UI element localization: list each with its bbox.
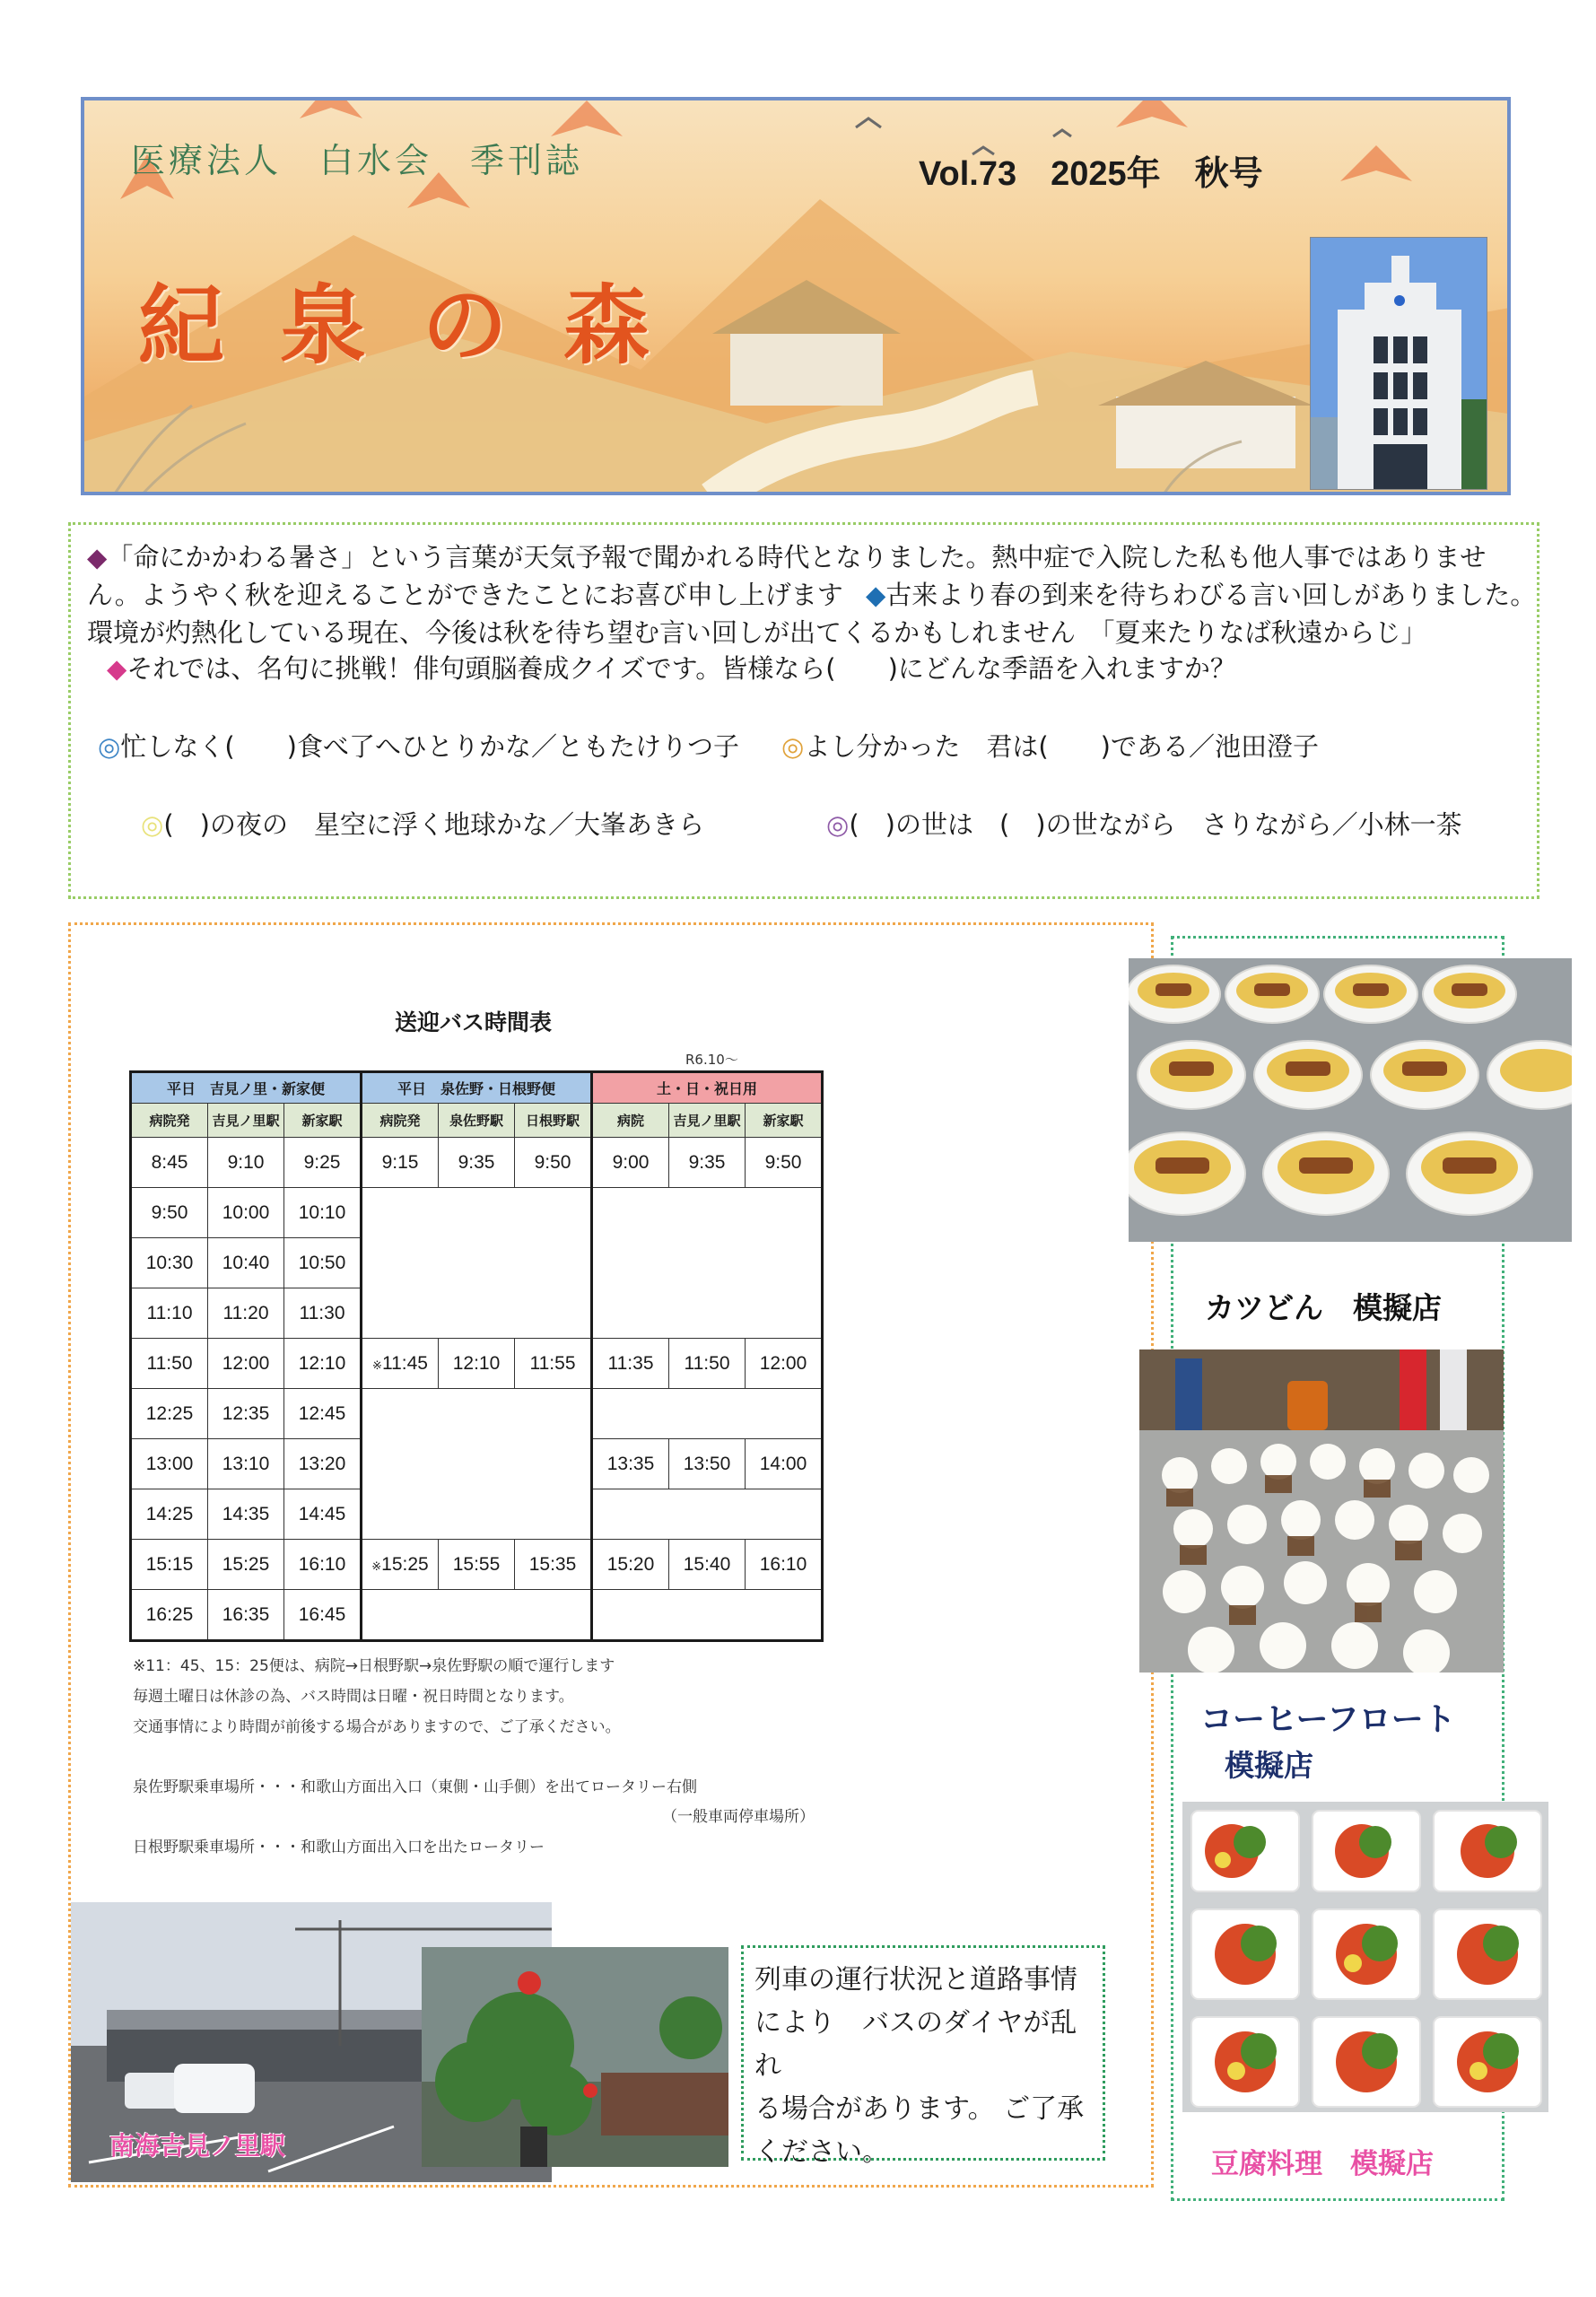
timetable-cell: [592, 1540, 669, 1590]
intro-line-4: それでは、名句に挑戦！俳句頭脳養成クイズです。皆様なら( )にどんな季語を入れますか？: [126, 653, 1236, 684]
timetable-time: 16:25: [145, 1603, 194, 1625]
hospital-building-photo: [1310, 237, 1487, 490]
timetable-time: 14:45: [298, 1503, 346, 1524]
timetable-cell: [746, 1339, 823, 1389]
timetable-time: 10:00: [222, 1201, 270, 1223]
coffee-float-caption: コーヒーフロート: [1200, 1701, 1456, 1738]
timetable-cell: [131, 1590, 208, 1641]
timetable-time: 15:35: [528, 1553, 577, 1575]
intro-line-1: 「命にかかわる暑さ」という言葉が天気予報で聞かれる時代となりました。熱中症で入院した私も他人事ではありませ: [107, 542, 1487, 572]
bus-note: 日根野駅乗車場所・・・和歌山方面出入口を出たロータリー: [133, 1838, 545, 1856]
timetable-cell: [131, 1138, 208, 1188]
timetable-time: 9:35: [458, 1151, 495, 1173]
timetable-cell: [362, 1590, 439, 1641]
timetable-time: 10:50: [298, 1252, 346, 1273]
timetable-cell: [362, 1540, 439, 1590]
timetable-time: 16:35: [222, 1603, 270, 1625]
header-banner: [81, 97, 1511, 495]
timetable-cell: [515, 1288, 592, 1339]
diamond-bullet: ◆: [87, 542, 108, 572]
circle-bullet: ◎: [826, 809, 850, 840]
timetable-cell: [284, 1188, 362, 1238]
timetable-column-header: 泉佐野駅: [439, 1104, 515, 1138]
bus-timetable: [129, 1070, 824, 1642]
timetable-time: 15:25: [222, 1553, 270, 1575]
timetable-column-header: 新家駅: [746, 1104, 823, 1138]
timetable-column-header: 日根野駅: [515, 1104, 592, 1138]
timetable-cell: [515, 1138, 592, 1188]
circle-bullet: ◎: [781, 731, 805, 762]
timetable-cell: [669, 1439, 746, 1489]
timetable-column-header: 吉見ノ里駅: [208, 1104, 284, 1138]
timetable-cell: [592, 1590, 669, 1641]
timetable-cell: [284, 1238, 362, 1288]
timetable-time: 9:25: [303, 1151, 341, 1173]
timetable-time: 13:35: [606, 1453, 655, 1474]
timetable-time: 13:00: [145, 1453, 194, 1474]
timetable-cell: [439, 1339, 515, 1389]
timetable-column-header: 病院: [592, 1104, 669, 1138]
timetable-cell: [746, 1138, 823, 1188]
timetable-time: 12:10: [298, 1352, 346, 1374]
timetable-time: 11:50: [146, 1352, 193, 1374]
issue-label: Vol.73 2025年 秋号: [919, 155, 1263, 193]
delay-notice-line: ください。: [754, 2136, 889, 2168]
timetable-cell: [362, 1389, 439, 1439]
timetable-cell: [131, 1238, 208, 1288]
timetable-cell: [669, 1288, 746, 1339]
timetable-time: 8:45: [151, 1151, 188, 1173]
timetable-cell: [439, 1288, 515, 1339]
circle-bullet: ◎: [141, 809, 164, 840]
timetable-row: [131, 1439, 823, 1489]
timetable-cell: [515, 1439, 592, 1489]
haiku-3: ( )の夜の 星空に浮く地球かな／大峯あきら: [163, 809, 704, 840]
timetable-cell: [131, 1188, 208, 1238]
timetable-cell: [515, 1188, 592, 1238]
diamond-bullet: ◆: [865, 580, 886, 610]
timetable-group-header: 平日 泉佐野・日根野便: [362, 1072, 592, 1104]
intro-line-2a: ん。ようやく秋を迎えることができたことにお喜び申し上げます: [87, 580, 843, 610]
timetable-time: 14:00: [759, 1453, 807, 1474]
timetable-row: [131, 1389, 823, 1439]
timetable-cell: [131, 1389, 208, 1439]
timetable-time: 15:15: [145, 1553, 194, 1575]
timetable-row: [131, 1540, 823, 1590]
bus-note: （一般車両停車場所）: [662, 1808, 815, 1826]
timetable-time: 12:25: [145, 1402, 194, 1424]
timetable-time: 14:25: [145, 1503, 194, 1524]
garden-photo: [422, 1947, 728, 2167]
timetable-cell: [208, 1540, 284, 1590]
timetable-cell: [515, 1540, 592, 1590]
timetable-cell: [439, 1489, 515, 1540]
haiku-4: ( )の世は ( )の世ながら さりながら／小林一茶: [849, 809, 1462, 840]
timetable-cell: [439, 1238, 515, 1288]
newsletter-title: 紀泉の森: [138, 275, 705, 376]
timetable-cell: [208, 1238, 284, 1288]
haiku-2: よし分かった 君は( )である／池田澄子: [804, 731, 1319, 762]
timetable-group-header-row: [131, 1072, 823, 1104]
timetable-time: 11:20: [222, 1302, 269, 1323]
coffee-float-stall-caption: 模擬店: [1225, 1748, 1313, 1783]
bus-note: 泉佐野駅乗車場所・・・和歌山方面出入口（東側・山手側）を出てロータリー右側: [133, 1778, 697, 1796]
timetable-cell: [208, 1590, 284, 1641]
bus-note: 毎週土曜日は休診の為、バス時間は日曜・祝日時間となります。: [133, 1688, 574, 1706]
timetable-cell: [362, 1138, 439, 1188]
timetable-cell: [515, 1389, 592, 1439]
intro-line-3: 環境が灼熱化している現在、今後は秋を待ち望む言い回しが出てくるかもしれません 「夏来たりなば秋遠からじ」: [87, 617, 1427, 648]
timetable-group-header: 土・日・祝日用: [592, 1072, 823, 1104]
timetable-cell: [746, 1188, 823, 1238]
timetable-time: 13:10: [222, 1453, 270, 1474]
timetable-cell: [131, 1439, 208, 1489]
timetable-cell: [284, 1489, 362, 1540]
timetable-row: [131, 1339, 823, 1389]
timetable-time: 15:25: [381, 1553, 429, 1575]
bus-schedule-revision: R6.10〜: [685, 1052, 738, 1068]
bus-note: 交通事情により時間が前後する場合がありますので、ご了承ください。: [133, 1718, 621, 1736]
timetable-time: 11:10: [146, 1302, 193, 1323]
organization-name: 医療法人 白水会 季刊誌: [131, 141, 584, 180]
timetable-time: 14:35: [222, 1503, 270, 1524]
timetable-cell: [669, 1188, 746, 1238]
timetable-time: 12:00: [759, 1352, 807, 1374]
bus-delay-notice: [741, 1945, 1105, 2168]
timetable-column-header: 新家駅: [284, 1104, 362, 1138]
timetable-cell: [669, 1590, 746, 1641]
timetable-cell: [208, 1489, 284, 1540]
timetable-cell: [284, 1590, 362, 1641]
timetable-time: 15:20: [606, 1553, 655, 1575]
timetable-cell: [131, 1339, 208, 1389]
timetable-time: 11:30: [299, 1302, 345, 1323]
timetable-row: [131, 1138, 823, 1188]
timetable-cell: [592, 1339, 669, 1389]
delay-notice-line: る場合があります。 ご了承: [754, 2093, 1085, 2125]
timetable-time: 11:55: [529, 1352, 576, 1374]
timetable-time: 16:10: [298, 1553, 346, 1575]
timetable-cell: [362, 1288, 439, 1339]
timetable-time: 9:50: [534, 1151, 571, 1173]
timetable-cell: [208, 1288, 284, 1339]
katsudon-caption: カツどん 模擬店: [1205, 1290, 1442, 1325]
timetable-time: 11:35: [607, 1352, 654, 1374]
footnote-mark: ※: [372, 1358, 382, 1372]
timetable-cell: [746, 1489, 823, 1540]
timetable-cell: [208, 1138, 284, 1188]
timetable-cell: [592, 1288, 669, 1339]
timetable-cell: [284, 1389, 362, 1439]
timetable-cell: [515, 1339, 592, 1389]
intro-line-2b: 古来より春の到来を待ちわびる言い回しがありました。: [885, 580, 1537, 610]
timetable-cell: [439, 1188, 515, 1238]
tofu-dish-caption: 豆腐料理 模擬店: [1211, 2148, 1434, 2180]
timetable-cell: [439, 1439, 515, 1489]
timetable-column-header: 吉見ノ里駅: [669, 1104, 746, 1138]
timetable-cell: [131, 1489, 208, 1540]
diamond-bullet: ◆: [107, 653, 127, 684]
timetable-cell: [592, 1389, 669, 1439]
timetable-cell: [746, 1590, 823, 1641]
timetable-time: 10:10: [298, 1201, 346, 1223]
timetable-column-header: 病院発: [131, 1104, 208, 1138]
timetable-time: 12:10: [452, 1352, 501, 1374]
footnote-mark: ※: [371, 1559, 382, 1573]
timetable-cell: [131, 1540, 208, 1590]
timetable-time: 12:35: [222, 1402, 270, 1424]
haiku-1: 忙しなく( )食べ了へひとりかな／ともたけりつ子: [120, 731, 739, 762]
timetable-cell: [131, 1288, 208, 1339]
timetable-cell: [362, 1238, 439, 1288]
timetable-time: 9:10: [227, 1151, 265, 1173]
timetable-row: [131, 1238, 823, 1288]
bus-note: ※11：45、15：25便は、病院→日根野駅→泉佐野駅の順で運行します: [133, 1657, 615, 1675]
timetable-cell: [592, 1138, 669, 1188]
timetable-cell: [208, 1439, 284, 1489]
timetable-cell: [746, 1288, 823, 1339]
timetable-cell: [746, 1439, 823, 1489]
timetable-cell: [592, 1238, 669, 1288]
timetable-cell: [439, 1389, 515, 1439]
circle-bullet: ◎: [98, 731, 121, 762]
timetable-cell: [439, 1540, 515, 1590]
timetable-cell: [284, 1439, 362, 1489]
timetable-cell: [592, 1188, 669, 1238]
timetable-subheader-row: [131, 1104, 823, 1138]
timetable-cell: [208, 1339, 284, 1389]
timetable-row: [131, 1288, 823, 1339]
timetable-time: 13:50: [683, 1453, 731, 1474]
timetable-time: 16:10: [759, 1553, 807, 1575]
timetable-time: 15:55: [452, 1553, 501, 1575]
timetable-cell: [362, 1339, 439, 1389]
timetable-cell: [362, 1439, 439, 1489]
timetable-time: 9:50: [151, 1201, 188, 1223]
timetable-row: [131, 1489, 823, 1540]
coffee-float-photo: [1139, 1349, 1504, 1673]
timetable-time: 9:50: [764, 1151, 802, 1173]
timetable-cell: [669, 1489, 746, 1540]
delay-notice-line: 列車の運行状況と道路事情: [754, 1964, 1077, 1996]
timetable-time: 9:00: [612, 1151, 650, 1173]
tofu-dish-photo: [1182, 1802, 1548, 2112]
timetable-cell: [669, 1540, 746, 1590]
timetable-row: [131, 1188, 823, 1238]
katsudon-photo: [1129, 958, 1572, 1242]
timetable-cell: [592, 1489, 669, 1540]
timetable-cell: [669, 1339, 746, 1389]
timetable-time: 11:50: [684, 1352, 730, 1374]
timetable-cell: [439, 1138, 515, 1188]
timetable-cell: [515, 1590, 592, 1641]
timetable-time: 12:00: [222, 1352, 270, 1374]
timetable-cell: [284, 1339, 362, 1389]
timetable-cell: [669, 1238, 746, 1288]
timetable-cell: [284, 1540, 362, 1590]
timetable-column-header: 病院発: [362, 1104, 439, 1138]
timetable-cell: [592, 1439, 669, 1489]
bus-schedule-title: 送迎バス時間表: [395, 1009, 553, 1035]
timetable-cell: [746, 1389, 823, 1439]
timetable-time: 10:30: [145, 1252, 194, 1273]
timetable-time: 10:40: [222, 1252, 270, 1273]
station-photo-caption: 南海吉見ノ里駅: [109, 2131, 286, 2161]
timetable-cell: [515, 1489, 592, 1540]
timetable-time: 9:15: [381, 1151, 419, 1173]
timetable-row: [131, 1590, 823, 1641]
timetable-cell: [284, 1288, 362, 1339]
timetable-cell: [284, 1138, 362, 1188]
timetable-group-header: 平日 吉見ノ里・新家便: [131, 1072, 362, 1104]
timetable-cell: [515, 1238, 592, 1288]
timetable-time: 12:45: [298, 1402, 346, 1424]
timetable-time: 13:20: [298, 1453, 346, 1474]
intro-message-box: [68, 522, 1539, 899]
timetable-cell: [208, 1389, 284, 1439]
timetable-cell: [208, 1188, 284, 1238]
timetable-cell: [362, 1489, 439, 1540]
timetable-cell: [746, 1238, 823, 1288]
timetable-time: 9:35: [688, 1151, 726, 1173]
timetable-cell: [439, 1590, 515, 1641]
timetable-cell: [669, 1389, 746, 1439]
timetable-time: 15:40: [683, 1553, 731, 1575]
delay-notice-line: により バスのダイヤが乱れ: [754, 2007, 1077, 2082]
timetable-cell: [362, 1188, 439, 1238]
timetable-time: 11:45: [381, 1352, 428, 1374]
timetable-cell: [669, 1138, 746, 1188]
timetable-time: 16:45: [298, 1603, 346, 1625]
timetable-cell: [746, 1540, 823, 1590]
